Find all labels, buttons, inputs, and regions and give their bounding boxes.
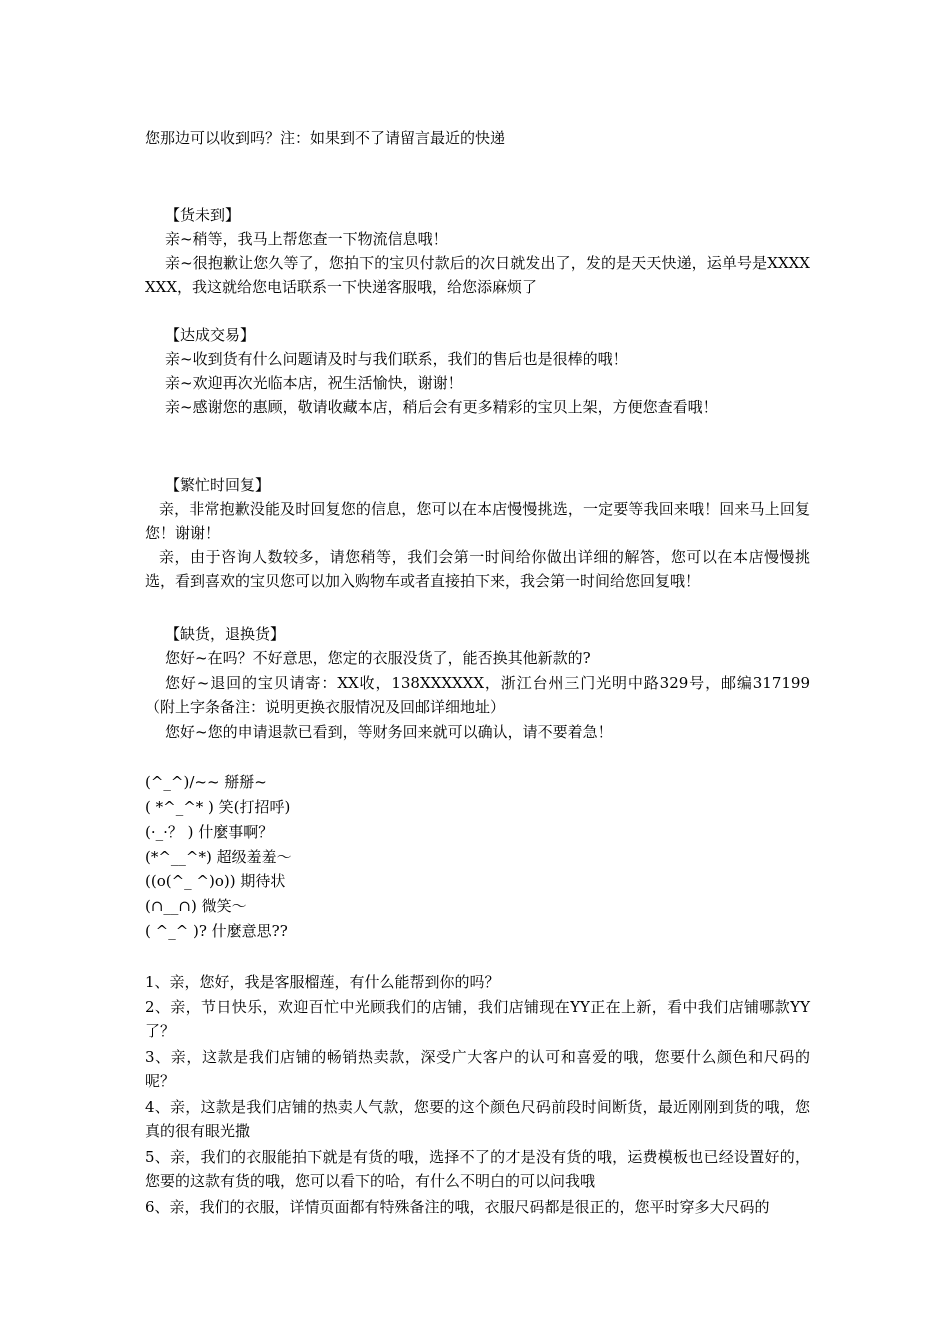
emoticon-line: (*^__^*) 超级羞羞～ bbox=[145, 848, 292, 866]
numbered-item: 1、亲，您好，我是客服榴莲，有什么能帮到你的吗？ bbox=[145, 973, 500, 991]
reply-line: 亲~很抱歉让您久等了，您拍下的宝贝付款后的次日就发出了，发的是天天快递，运单号是XXXXXXX，我这就给您电话联系一下快递客服哦，给您添麻烦了 bbox=[145, 254, 810, 296]
numbered-item: 4、亲，这款是我们店铺的热卖人气款，您要的这个颜色尺码前段时间断货，最近刚刚到货的哦，您真的很有眼光撒 bbox=[145, 1098, 810, 1140]
reply-line: 亲，由于咨询人数较多，请您稍等，我们会第一时间给你做出详细的解答，您可以在本店慢慢挑选，看到喜欢的宝贝您可以加入购物车或者直接拍下来，我会第一时间给您回复哦！ bbox=[145, 548, 810, 590]
emoticon-line: ((o(^_ ^)o)) 期待状 bbox=[145, 872, 286, 890]
numbered-item: 6、亲，我们的衣服，详情页面都有特殊备注的哦，衣服尺码都是很正的，您平时穿多大尺码的 bbox=[145, 1198, 770, 1216]
heading-stock: 【缺货，退换货】 bbox=[165, 625, 286, 643]
reply-line: 亲~稍等，我马上帮您查一下物流信息哦！ bbox=[165, 230, 448, 248]
reply-line: 亲~收到货有什么问题请及时与我们联系，我们的售后也是很棒的哦！ bbox=[165, 350, 628, 368]
heading-not-arrived: 【货未到】 bbox=[165, 206, 241, 224]
numbered-item: 5、亲，我们的衣服能拍下就是有货的哦，选择不了的才是没有货的哦，运费模板也已经设置好的，您要的这款有货的哦，您可以看下的哈，有什么不明白的可以问我哦 bbox=[145, 1148, 810, 1190]
numbered-item: 2、亲，节日快乐，欢迎百忙中光顾我们的店铺，我们店铺现在YY正在上新，看中我们店铺哪款YY了？ bbox=[145, 998, 810, 1040]
reply-line: 亲，非常抱歉没能及时回复您的信息，您可以在本店慢慢挑选，一定要等我回来哦！回来马上回复您！谢谢！ bbox=[145, 500, 810, 542]
numbered-item: 3、亲，这款是我们店铺的畅销热卖款，深受广大客户的认可和喜爱的哦，您要什么颜色和尺码的呢？ bbox=[145, 1048, 810, 1090]
reply-line: 亲~感谢您的惠顾，敬请收藏本店，稍后会有更多精彩的宝贝上架，方便您查看哦！ bbox=[165, 398, 718, 416]
reply-line: 您好~您的申请退款已看到，等财务回来就可以确认，请不要着急！ bbox=[165, 723, 613, 741]
heading-deal-done: 【达成交易】 bbox=[165, 326, 256, 344]
emoticon-line: (∩__∩) 微笑～ bbox=[145, 897, 247, 915]
reply-line: 亲~欢迎再次光临本店，祝生活愉快，谢谢！ bbox=[165, 374, 463, 392]
emoticon-line: ( ^_^ )? 什麼意思?? bbox=[145, 922, 288, 940]
emoticon-line: (^_^)/~~ 掰掰~ bbox=[145, 773, 267, 791]
emoticon-line: ( *^_^* ) 笑(打招呼) bbox=[145, 798, 291, 816]
heading-busy: 【繁忙时回复】 bbox=[165, 476, 271, 494]
emoticon-line: (·_·？ ) 什麼事啊？ bbox=[145, 823, 274, 841]
reply-line: 您好~在吗？不好意思，您定的衣服没货了，能否换其他新款的? bbox=[165, 649, 591, 667]
reply-line: 您好~退回的宝贝请寄：XX收，138XXXXXX，浙江台州三门光明中路329号，邮编317199（附上字条备注：说明更换衣服情况及回邮详细地址） bbox=[145, 674, 810, 716]
intro-line: 您那边可以收到吗？注：如果到不了请留言最近的快递 bbox=[145, 129, 506, 147]
